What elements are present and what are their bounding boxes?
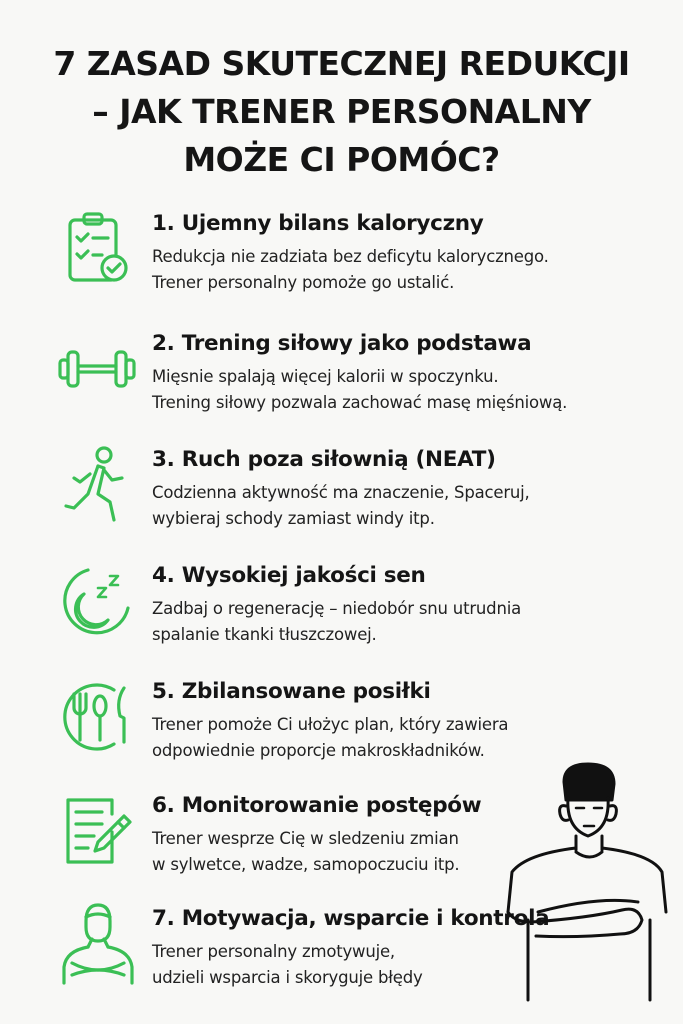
- title-line-3: MOŻE CI POMÓC?: [183, 140, 500, 179]
- item-desc-6-line-1: Trener wesprze Cię w sledzeniu zmian: [152, 829, 459, 848]
- moon-sleep-icon: [58, 562, 136, 640]
- item-title-6: 6. Monitorowanie postępów: [152, 793, 482, 818]
- clipboard-check-icon: [58, 210, 136, 288]
- item-desc-2-line-2: Trening siłowy pozwala zachować masę mięśniową.: [152, 393, 568, 412]
- item-desc-4-line-1: Zadbaj o regenerację – niedobór snu utrudnia: [152, 599, 522, 618]
- item-title-7: 7. Motywacja, wsparcie i kontrola: [152, 906, 550, 931]
- item-title-3: 3. Ruch poza siłownią (NEAT): [152, 447, 496, 472]
- item-desc-1-line-2: Trener personalny pomoże go ustalić.: [152, 273, 455, 292]
- title-line-1: 7 ZASAD SKUTECZNEJ REDUKCJI: [53, 44, 630, 83]
- item-desc-4: [152, 596, 521, 648]
- page-title: [0, 40, 683, 184]
- plate-cutlery-icon: [58, 678, 136, 756]
- walking-person-icon: [58, 446, 136, 524]
- item-desc-3-line-1: Codzienna aktywność ma znaczenie, Spaceruj,: [152, 483, 530, 502]
- item-desc-6-line-2: w sylwetce, wadze, samopoczuciu itp.: [152, 855, 460, 874]
- item-desc-2-line-1: Mięsnie spalają więcej kalorii w spoczynku.: [152, 367, 499, 386]
- list-item-4: [0, 562, 683, 672]
- item-desc-7: [152, 939, 423, 991]
- item-desc-5-line-1: Trener pomoże Ci ułożyc plan, który zawiera: [152, 715, 509, 734]
- item-desc-7-line-2: udzieli wsparcia i skoryguje błędy: [152, 968, 423, 987]
- item-desc-5-line-2: odpowiednie proporcje makroskładników.: [152, 741, 485, 760]
- title-line-2: – JAK TRENER PERSONALNY: [92, 92, 591, 131]
- item-title-1: 1. Ujemny bilans kaloryczny: [152, 211, 484, 236]
- item-desc-1-line-1: Redukcja nie zadziata bez deficytu kalorycznego.: [152, 247, 549, 266]
- trainer-illustration: [498, 760, 668, 1005]
- item-desc-1: [152, 244, 549, 296]
- item-title-5: 5. Zbilansowane posiłki: [152, 679, 431, 704]
- trainer-person-icon: [58, 899, 136, 989]
- item-desc-2: [152, 364, 567, 416]
- list-item-2: [0, 330, 683, 440]
- item-title-4: 4. Wysokiej jakości sen: [152, 563, 426, 588]
- item-desc-6: [152, 826, 459, 878]
- list-item-3: [0, 446, 683, 556]
- item-desc-5: [152, 712, 508, 764]
- item-desc-3-line-2: wybieraj schody zamiast windy itp.: [152, 509, 435, 528]
- notepad-pen-icon: [58, 792, 136, 870]
- item-desc-7-line-1: Trener personalny zmotywuje,: [152, 942, 395, 961]
- item-title-2: 2. Trening siłowy jako podstawa: [152, 331, 532, 356]
- item-desc-3: [152, 480, 530, 532]
- item-desc-4-line-2: spalanie tkanki tłuszczowej.: [152, 625, 377, 644]
- list-item-1: [0, 210, 683, 320]
- dumbbell-icon: [58, 330, 136, 408]
